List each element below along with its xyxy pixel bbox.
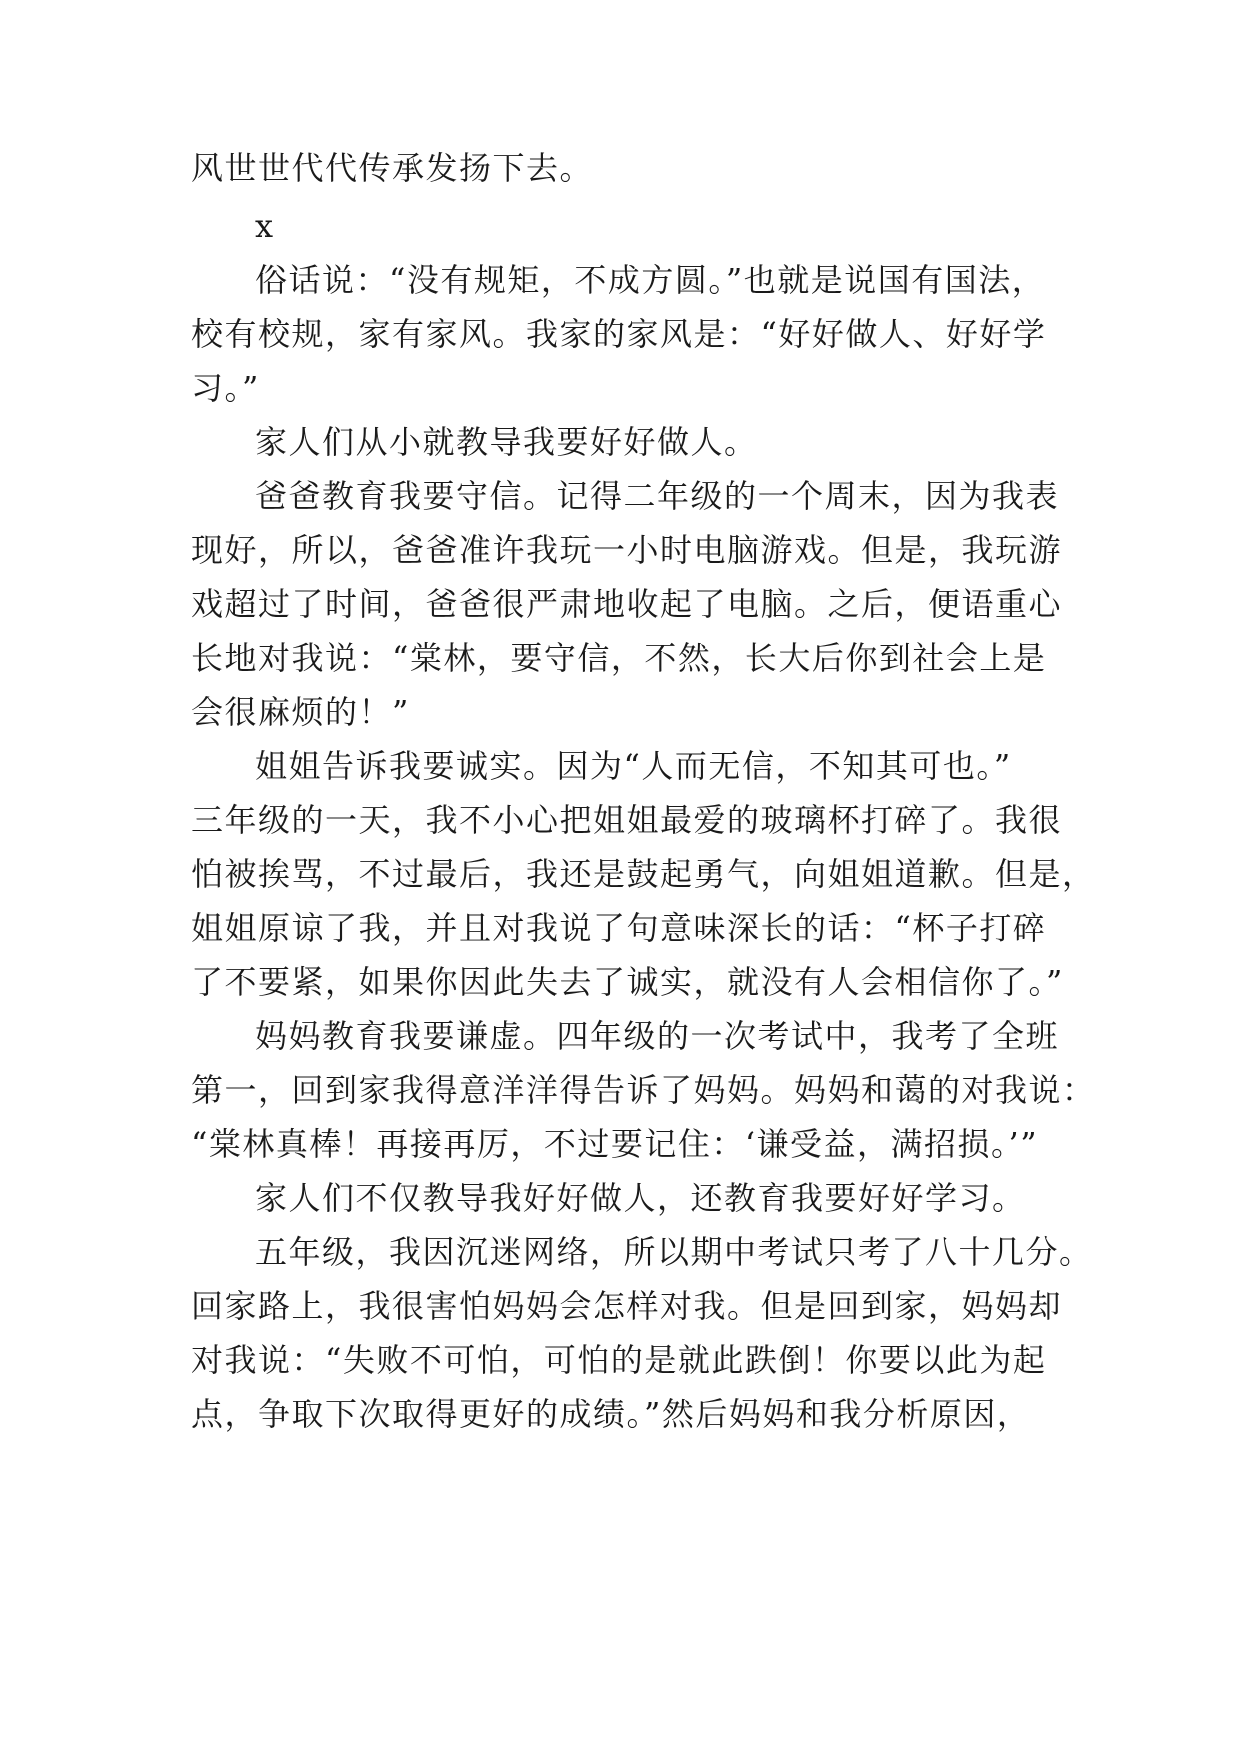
- text-line: 三年级的一天，我不小心把姐姐最爱的玻璃杯打碎了。我很: [191, 801, 1063, 839]
- text-line: 校有校规，家有家风。我家的家风是：“好好做人、好好学: [191, 315, 1047, 353]
- text-line: 怕被挨骂，不过最后，我还是鼓起勇气，向姐姐道歉。但是，: [191, 855, 1096, 893]
- text-line: 爸爸教育我要守信。记得二年级的一个周末，因为我表: [255, 477, 1060, 515]
- text-line: 了不要紧，如果你因此失去了诚实，就没有人会相信你了。”: [191, 963, 1064, 1001]
- text-line: 姐姐原谅了我，并且对我说了句意味深长的话：“杯子打碎: [191, 909, 1047, 947]
- text-line: 家人们从小就教导我要好好做人。: [255, 423, 758, 461]
- text-line: 五年级，我因沉迷网络，所以期中考试只考了八十几分。: [255, 1233, 1093, 1271]
- text-line: 长地对我说：“棠林，要守信，不然，长大后你到社会上是: [191, 639, 1047, 677]
- text-line: 俗话说：“没有规矩，不成方圆。”也就是说国有国法，: [255, 261, 1046, 299]
- text-line: 戏超过了时间，爸爸很严肃地收起了电脑。之后，便语重心: [191, 585, 1063, 623]
- text-line: 习。”: [191, 369, 260, 407]
- text-line: 会很麻烦的！”: [191, 693, 410, 731]
- text-line: 第一，回到家我得意洋洋得告诉了妈妈。妈妈和蔼的对我说：: [191, 1071, 1096, 1109]
- text-line: 回家路上，我很害怕妈妈会怎样对我。但是回到家，妈妈却: [191, 1287, 1063, 1325]
- text-line: “棠林真棒！再接再厉，不过要记住：‘谦受益，满招损。’”: [191, 1125, 1039, 1163]
- text-line: 对我说：“失败不可怕，可怕的是就此跌倒！你要以此为起: [191, 1341, 1047, 1379]
- text-line: 姐姐告诉我要诚实。因为“人而无信，不知其可也。”: [255, 747, 1012, 785]
- text-line: 妈妈教育我要谦虚。四年级的一次考试中，我考了全班: [255, 1017, 1060, 1055]
- text-line: x: [255, 207, 275, 245]
- text-line: 点，争取下次取得更好的成绩。”然后妈妈和我分析原因，: [191, 1395, 1031, 1433]
- text-line: 现好，所以，爸爸准许我玩一小时电脑游戏。但是，我玩游: [191, 531, 1063, 569]
- text-line: 家人们不仅教导我好好做人，还教育我要好好学习。: [255, 1179, 1026, 1217]
- text-line: 风世世代代传承发扬下去。: [191, 149, 594, 187]
